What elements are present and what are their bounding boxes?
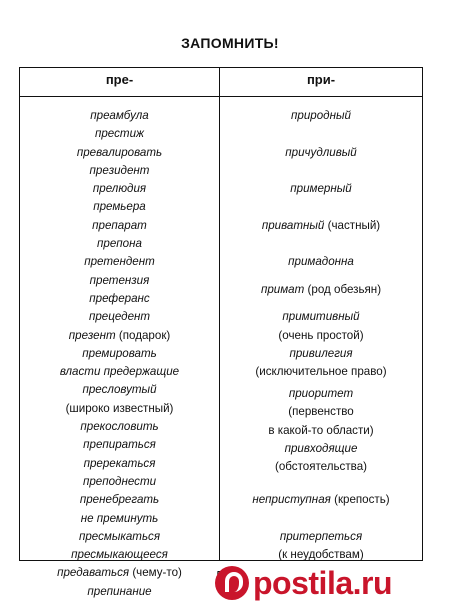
word: пререкаться — [83, 456, 156, 470]
pre-word-item — [20, 198, 219, 216]
word: причудливый — [285, 145, 357, 159]
word-explanation: в какой-то области) — [268, 423, 374, 437]
pre-word-item — [20, 528, 219, 546]
word-note: (чему-то) — [132, 566, 182, 580]
word: престиж — [94, 127, 145, 141]
word: пресмыкаться — [78, 529, 161, 543]
pre-word-item — [20, 491, 219, 509]
word: пресловутый — [82, 383, 157, 397]
page-title: ЗАПОМНИТЬ! — [181, 35, 279, 51]
postila-logo-icon — [215, 566, 249, 600]
word: пренебрегать — [79, 493, 160, 507]
word: природный — [291, 109, 351, 122]
pri-word-item — [220, 107, 422, 125]
pri-word-item — [220, 491, 422, 509]
pri-word-item — [220, 345, 422, 382]
pri-word-item — [220, 308, 422, 345]
pre-word-item — [20, 162, 219, 180]
word-explanation: (к неудобствам) — [278, 548, 364, 562]
pre-word-item — [20, 510, 219, 528]
pre-word-item — [20, 473, 219, 491]
pri-word-item — [220, 253, 422, 271]
word: препона — [97, 237, 142, 251]
pri-word-item — [220, 180, 422, 198]
pre-word-item — [20, 308, 219, 326]
word: препинание — [87, 584, 152, 598]
watermark-text: postila.ru — [253, 564, 393, 601]
pri-word-item — [220, 440, 422, 477]
word: претендент — [84, 255, 155, 269]
pre-word-item — [20, 583, 219, 601]
header-divider — [20, 96, 422, 97]
word: пресмыкающееся — [71, 548, 168, 562]
pre-word-list — [20, 107, 219, 601]
word: президент — [89, 163, 150, 177]
pre-word-item — [20, 217, 219, 235]
word: не преминуть — [80, 511, 159, 525]
pre-word-item — [20, 107, 219, 125]
word: премировать — [82, 346, 157, 360]
pre-word-item — [20, 436, 219, 454]
word: преподнести — [82, 474, 157, 488]
pre-word-item — [20, 363, 219, 381]
word: прекословить — [80, 420, 159, 434]
pre-word-item — [20, 272, 219, 290]
word: власти предержащие — [59, 365, 180, 379]
word: привходящие — [284, 442, 358, 456]
header-pri: при- — [306, 72, 336, 87]
pri-word-item — [220, 217, 422, 235]
pre-word-item — [20, 125, 219, 143]
word: превалировать — [76, 145, 163, 159]
word-note: (подарок) — [118, 328, 171, 342]
pre-word-item — [20, 253, 219, 271]
watermark — [215, 562, 455, 604]
word-explanation: (обстоятельства) — [274, 460, 367, 474]
word: примат — [260, 282, 305, 296]
pri-word-item — [220, 144, 422, 162]
word-note: (крепость) — [334, 493, 390, 507]
pre-word-item — [20, 345, 219, 363]
word: примитивный — [282, 310, 360, 324]
pri-word-item — [220, 528, 422, 565]
word-note: (широко известный) — [65, 401, 174, 415]
word: преамбула — [90, 109, 149, 122]
pre-word-item — [20, 144, 219, 162]
header-pre: пре- — [105, 72, 134, 87]
word-note: (род обезьян) — [307, 282, 382, 296]
word-explanation: (первенство — [288, 405, 354, 419]
word: премьера — [93, 200, 146, 214]
pri-word-item — [220, 281, 422, 299]
pre-word-item — [20, 455, 219, 473]
word: предаваться — [57, 566, 130, 580]
word-explanation: (очень простой) — [278, 328, 364, 342]
word: примерный — [290, 182, 352, 196]
pre-word-item — [20, 381, 219, 399]
word: притерпеться — [279, 529, 363, 543]
pre-word-item — [20, 418, 219, 436]
word: привилегия — [289, 346, 353, 360]
word: претензия — [89, 273, 150, 287]
word: неприступная — [252, 493, 331, 507]
pre-word-item — [20, 290, 219, 308]
word: препарат — [92, 218, 147, 232]
pre-word-item — [20, 327, 219, 345]
word: прелюдия — [92, 182, 147, 196]
word: преферанс — [89, 291, 150, 305]
pre-word-item — [20, 180, 219, 198]
pre-word-item — [20, 235, 219, 253]
word: презент — [68, 328, 116, 342]
word: приоритет — [288, 387, 354, 401]
pre-word-item — [20, 546, 219, 564]
word: примадонна — [288, 255, 354, 269]
pre-word-item — [20, 400, 219, 418]
word-note: (частный) — [327, 218, 381, 232]
word: прецедент — [88, 310, 151, 324]
pri-word-item — [220, 385, 422, 440]
word: приватный — [261, 218, 325, 232]
word: препираться — [83, 438, 156, 452]
word-explanation: (исключительное право) — [255, 365, 387, 379]
